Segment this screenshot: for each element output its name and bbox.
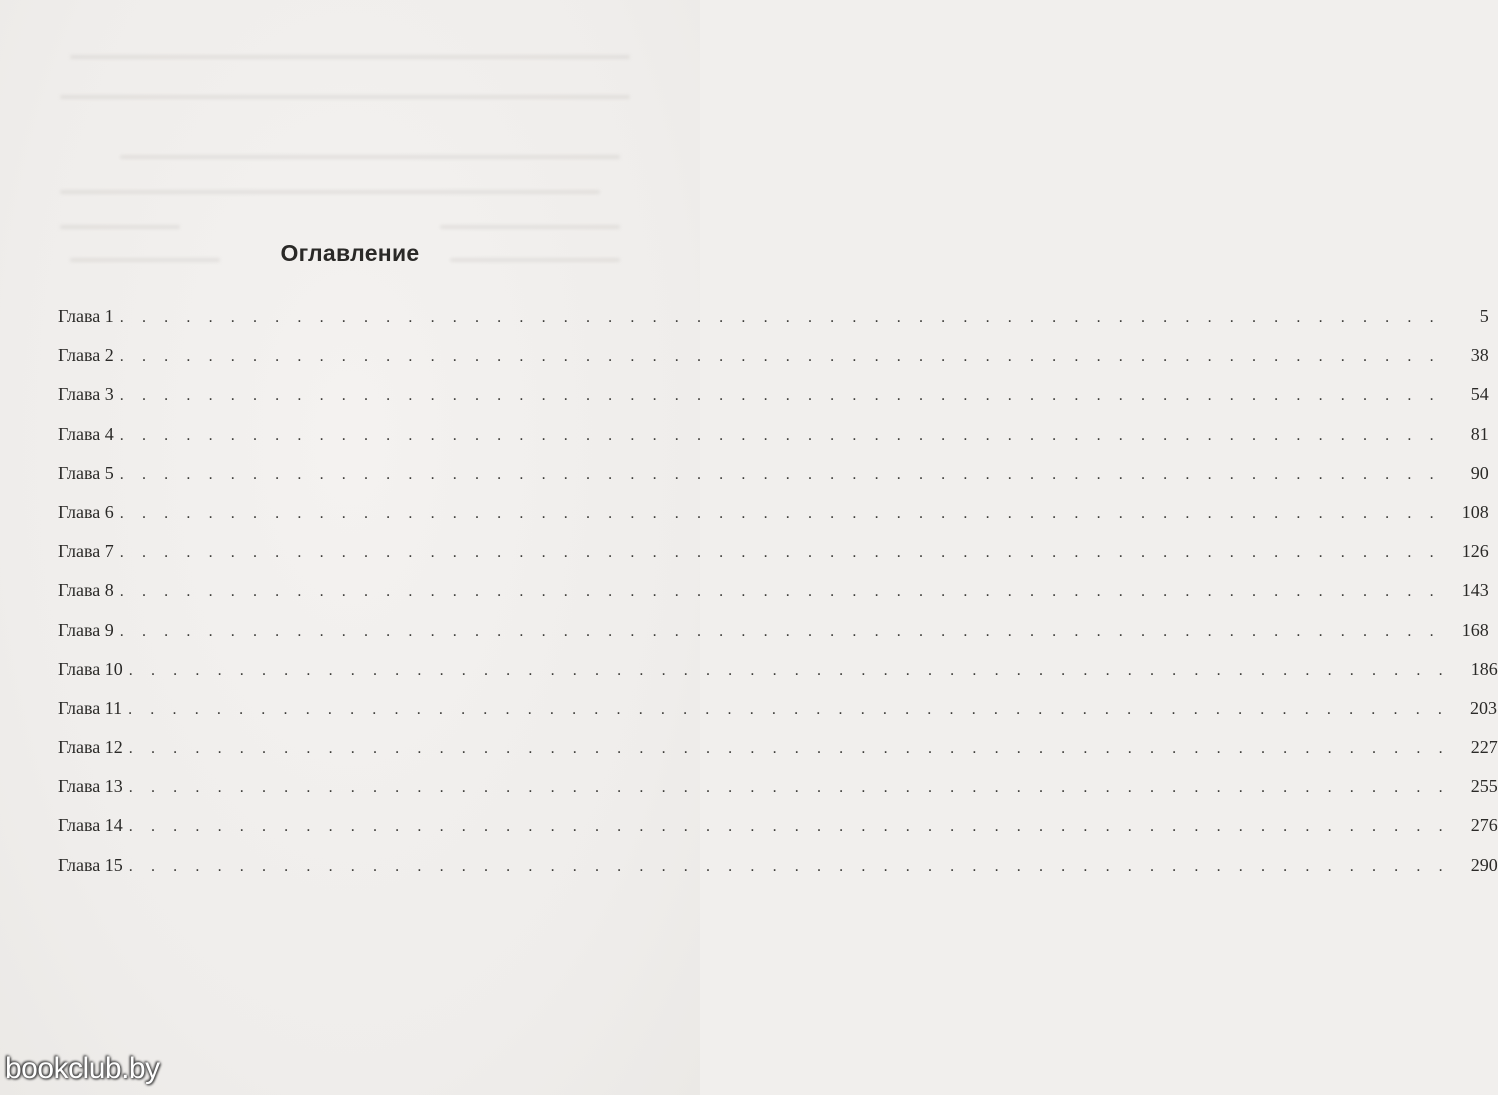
toc-leader-dots: . . . . . . . . . . . . . . . . . . . . . . . . . . . . . . . . . . . . . . . . . . . . . . . . . . . . . . . . . . . . (119, 504, 1441, 522)
toc-entry-page: 255 (1470, 776, 1498, 797)
toc-leader-dots: . . . . . . . . . . . . . . . . . . . . . . . . . . . . . . . . . . . . . . . . . . . . . . . . . . . . . . . . . . . . (128, 661, 1450, 679)
toc-leader-dots: . . . . . . . . . . . . . . . . . . . . . . . . . . . . . . . . . . . . . . . . . . . . . . . . . . . . . . . . . . . . (119, 622, 1441, 640)
toc-entry-page: 108 (1461, 501, 1489, 522)
toc-entry-page: 276 (1470, 815, 1498, 836)
toc-leader-dots: . . . . . . . . . . . . . . . . . . . . . . . . . . . . . . . . . . . . . . . . . . . . . . . . . . . . . . . . . . . . (128, 740, 1450, 758)
toc-entry-page: 290 (1470, 854, 1498, 875)
toc-list (58, 306, 1498, 894)
toc-entry (58, 423, 1489, 463)
toc-entry-page: 90 (1470, 462, 1489, 483)
toc-entry-page: 203 (1470, 697, 1498, 718)
toc-entry-page: 227 (1470, 737, 1498, 758)
toc-entry-page: 38 (1470, 345, 1489, 366)
toc-entry-label: Глава 13 (58, 776, 123, 797)
toc-leader-dots: . . . . . . . . . . . . . . . . . . . . . . . . . . . . . . . . . . . . . . . . . . . . . . . . . . . . . . . . . . . . (119, 309, 1441, 326)
toc-entry-page: 143 (1461, 580, 1489, 601)
toc-entry (58, 462, 1489, 502)
toc-leader-dots: . . . . . . . . . . . . . . . . . . . . . . . . . . . . . . . . . . . . . . . . . . . . . . . . . . . . . . . . . . . . (119, 583, 1441, 601)
toc-title: Оглавление (280, 240, 420, 266)
toc-entry-label: Глава 15 (58, 854, 123, 875)
toc-leader-dots: . . . . . . . . . . . . . . . . . . . . . . . . . . . . . . . . . . . . . . . . . . . . . . . . . . . . . . . . . . . . (119, 426, 1441, 444)
toc-entry-page: 5 (1479, 306, 1489, 326)
toc-entry (58, 776, 1498, 815)
toc-entry-label: Глава 11 (58, 697, 123, 718)
toc-entry (58, 697, 1498, 737)
toc-leader-dots: . . . . . . . . . . . . . . . . . . . . . . . . . . . . . . . . . . . . . . . . . . . . . . . . . . . . . . . . . . . . (119, 544, 1441, 562)
toc-entry (58, 580, 1489, 619)
toc-entry-page: 126 (1461, 541, 1489, 562)
toc-entry-label: Глава 2 (58, 345, 114, 366)
toc-entry (58, 541, 1489, 580)
toc-entry-label: Глава 6 (58, 501, 114, 522)
toc-entry (58, 501, 1489, 541)
toc-entry-page: 54 (1470, 384, 1489, 405)
toc-leader-dots: . . . . . . . . . . . . . . . . . . . . . . . . . . . . . . . . . . . . . . . . . . . . . . . . . . . . . . . . . . . . (119, 387, 1441, 405)
toc-entry-label: Глава 10 (58, 658, 123, 679)
toc-entry-label: Глава 9 (58, 619, 114, 640)
toc-entry-label: Глава 3 (58, 384, 114, 405)
toc-entry (58, 345, 1489, 384)
toc-entry (58, 658, 1498, 698)
toc-leader-dots: . . . . . . . . . . . . . . . . . . . . . . . . . . . . . . . . . . . . . . . . . . . . . . . . . . . . . . . . . . . . (128, 779, 1450, 797)
toc-entry (58, 815, 1498, 854)
toc-entry-label: Глава 8 (58, 580, 114, 601)
toc-leader-dots: . . . . . . . . . . . . . . . . . . . . . . . . . . . . . . . . . . . . . . . . . . . . . . . . . . . . . . . . . . . . (128, 700, 1450, 718)
watermark: bookclub.by (5, 1052, 160, 1085)
toc-entry-label: Глава 5 (58, 462, 114, 483)
toc-leader-dots: . . . . . . . . . . . . . . . . . . . . . . . . . . . . . . . . . . . . . . . . . . . . . . . . . . . . . . . . . . . . (119, 465, 1441, 483)
toc-entry-label: Глава 4 (58, 423, 114, 444)
toc-entry-label: Глава 7 (58, 541, 114, 562)
toc-leader-dots: . . . . . . . . . . . . . . . . . . . . . . . . . . . . . . . . . . . . . . . . . . . . . . . . . . . . . . . . . . . . (128, 818, 1450, 836)
toc-entry (58, 384, 1489, 423)
toc-entry-label: Глава 14 (58, 815, 123, 836)
toc-entry-page: 81 (1470, 423, 1489, 444)
toc-entry (58, 737, 1498, 776)
toc-entry (58, 619, 1489, 659)
toc-entry-page: 186 (1470, 658, 1498, 679)
toc-leader-dots: . . . . . . . . . . . . . . . . . . . . . . . . . . . . . . . . . . . . . . . . . . . . . . . . . . . . . . . . . . . . (128, 857, 1450, 875)
toc-entry (58, 306, 1489, 345)
toc-leader-dots: . . . . . . . . . . . . . . . . . . . . . . . . . . . . . . . . . . . . . . . . . . . . . . . . . . . . . . . . . . . . (119, 348, 1441, 366)
toc-entry-label: Глава 1 (58, 306, 114, 326)
toc-entry-label: Глава 12 (58, 737, 123, 758)
toc-entry (58, 854, 1498, 894)
toc-entry-page: 168 (1461, 619, 1489, 640)
